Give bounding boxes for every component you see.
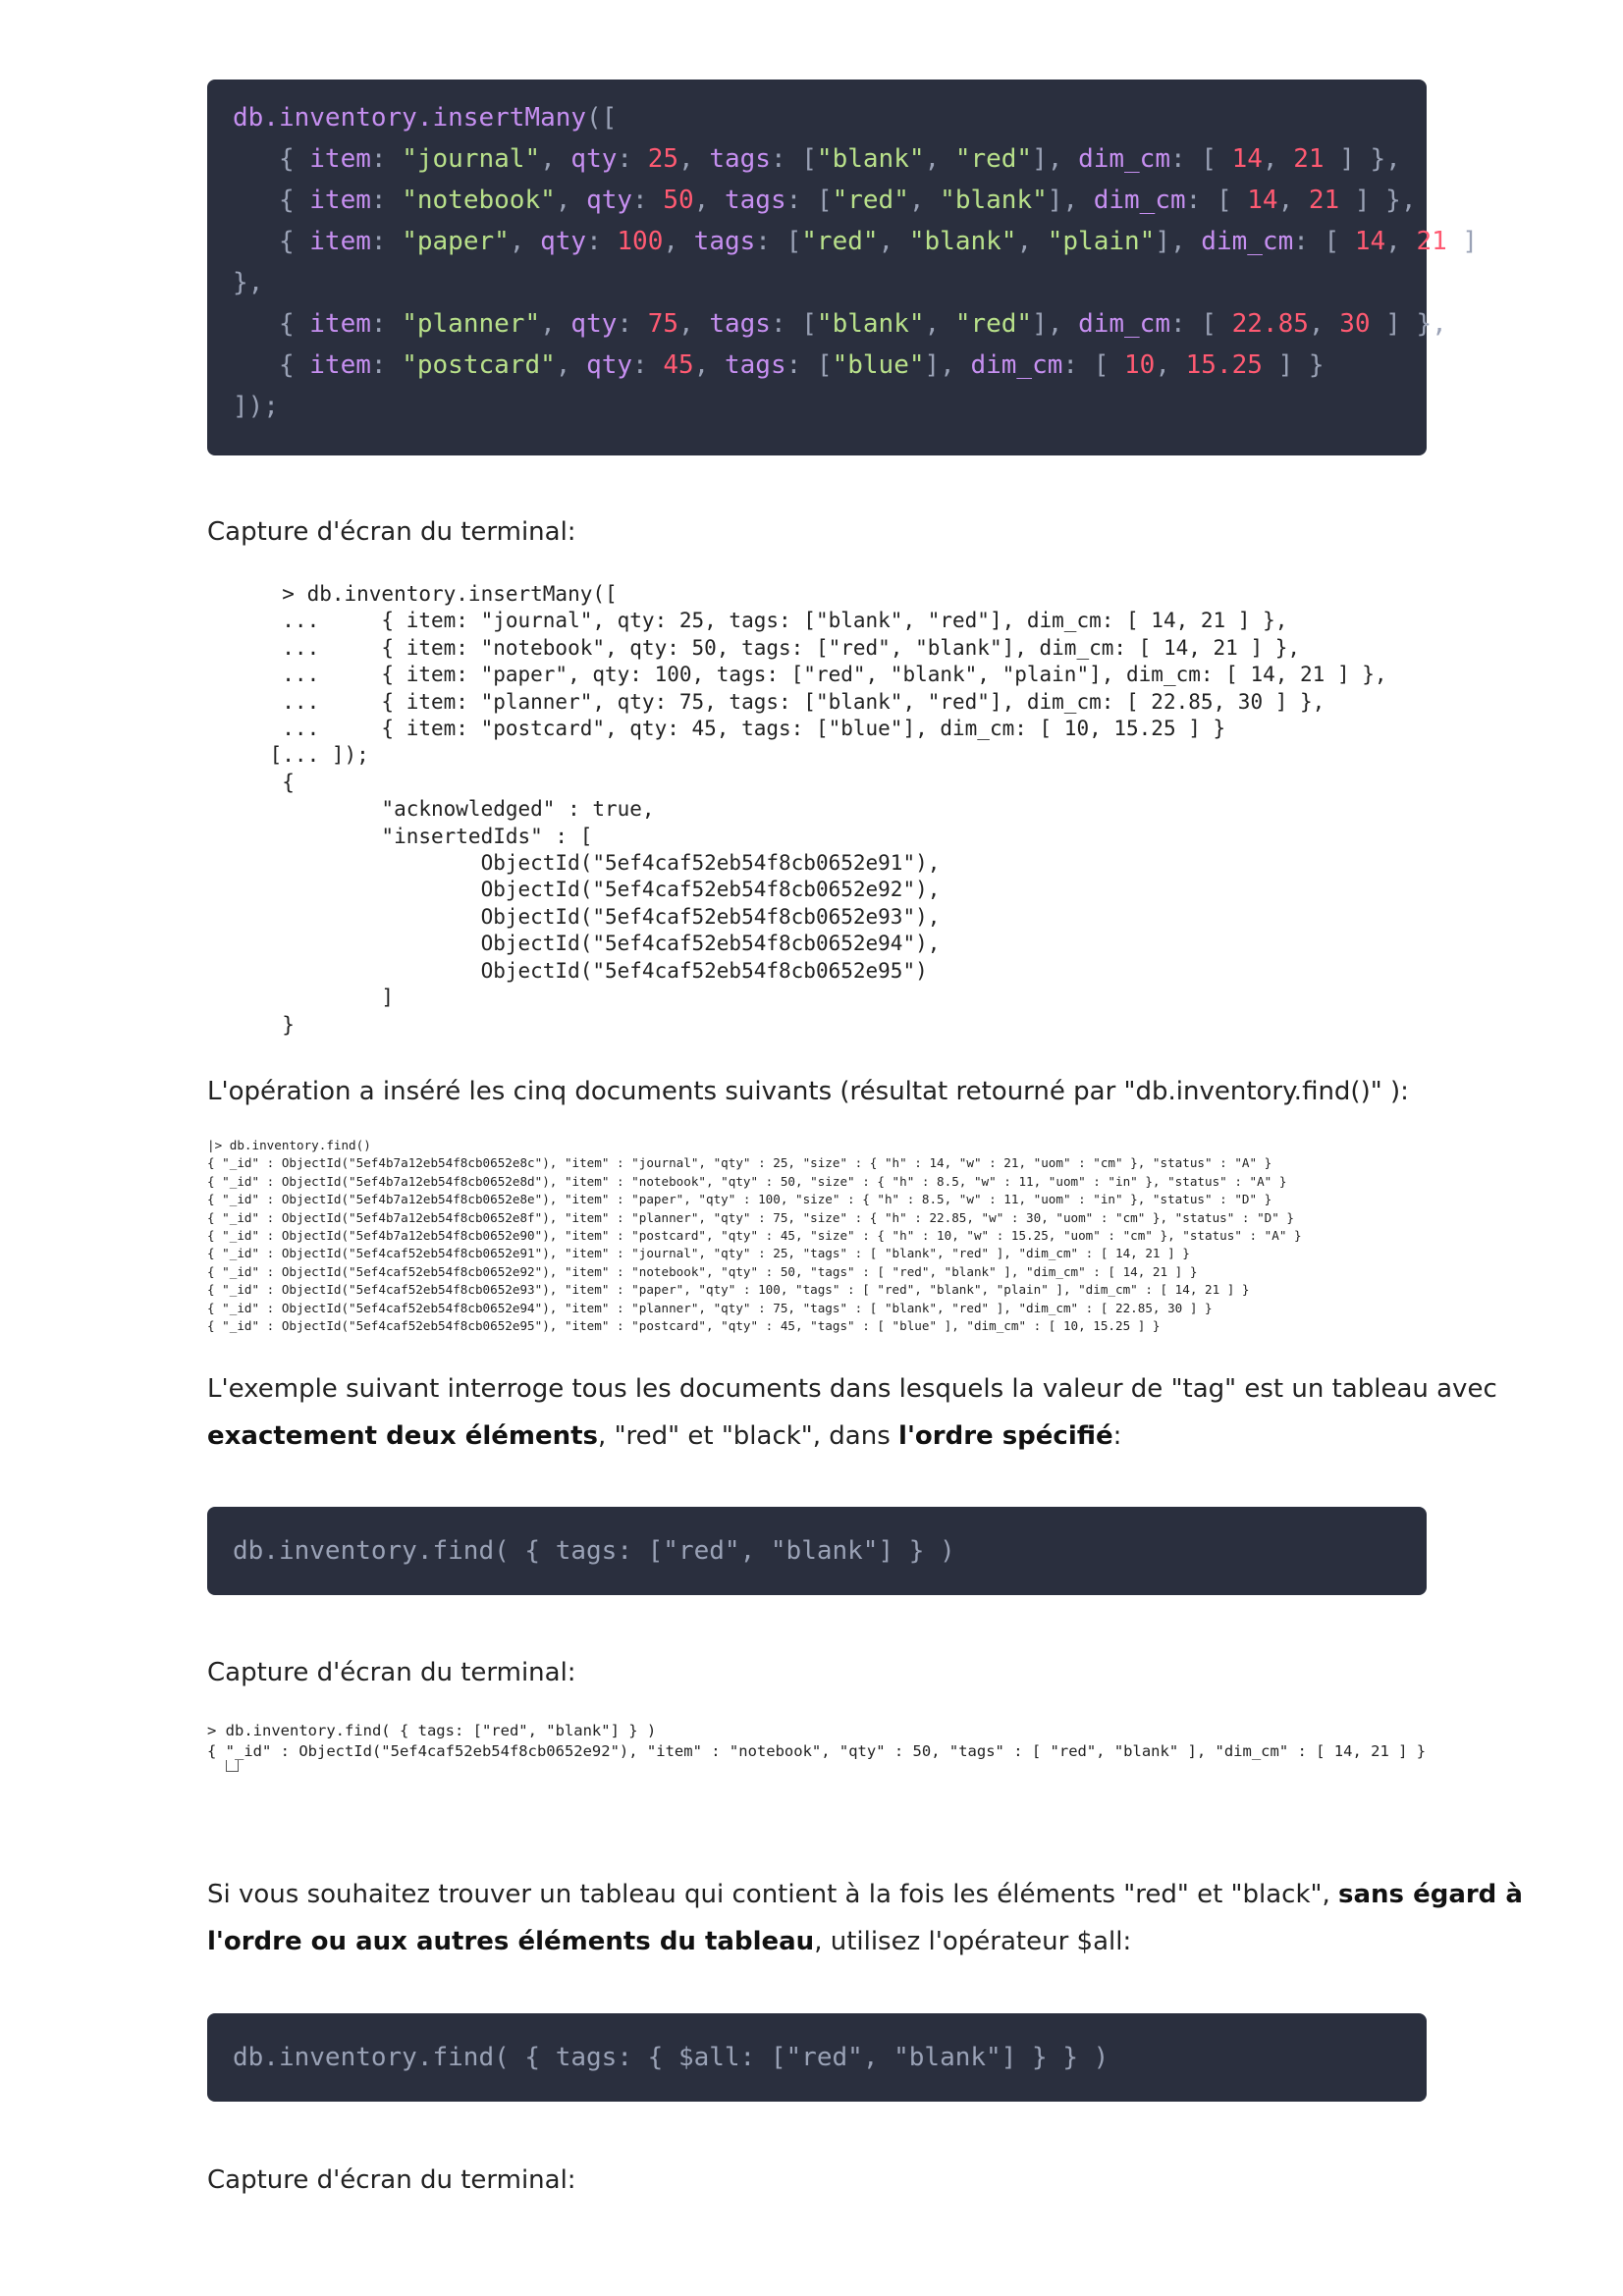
terminal-line: > db.inventory.find( { tags: ["red", "blank"] } ) [207,1722,657,1739]
terminal-line: ... { item: "planner", qty: 75, tags: ["blank", "red"], dim_cm: [ 22.85, 30 ] }, [257,689,1325,714]
paragraph-exact-line1: L'exemple suivant interroge tous les documents dans lesquels la valeur de "tag" est un tableau avec [207,1374,1497,1404]
terminal-line: { "_id" : ObjectId("5ef4caf52eb54f8cb0652e92"), "item" : "notebook", "qty" : 50, "tags" : [ "red", "blank" ], "dim_cm" : [ 14, 21 ] } [207,1742,1427,1760]
terminal-line: [... ]); [257,743,369,768]
caption-terminal-3: Capture d'écran du terminal: [207,2165,576,2195]
terminal-line: { "_id" : ObjectId("5ef4b7a12eb54f8cb0652e8d"), "item" : "notebook", "qty" : 50, "size" : { "h" : 8.5, "w" : 11, "uom" : "in" }, "status" : "A" } [207,1173,1287,1189]
terminal-line: { "_id" : ObjectId("5ef4b7a12eb54f8cb0652e8f"), "item" : "planner", "qty" : 75, "size" : { "h" : 22.85, "w" : 30, "uom" : "cm" }, "status" : "D" } [207,1209,1294,1225]
terminal-screenshot-insertmany [257,581,1387,1039]
caption-terminal-1: Capture d'écran du terminal: [207,517,576,547]
paragraph-inserted-documents: L'opération a inséré les cinq documents suivants (résultat retourné par "db.inventory.find()" ): [207,1077,1409,1106]
terminal-line: { "_id" : ObjectId("5ef4caf52eb54f8cb0652e91"), "item" : "journal", "qty" : 25, "tags" : [ "blank", "red" ], "dim_cm" : [ 14, 21 ] } [207,1246,1190,1261]
code-line: { item: "planner", qty: 75, tags: ["blank", "red"], dim_cm: [ 22.85, 30 ] }, [233,309,1447,339]
paragraph-exact-mid: , "red" et "black", dans [598,1421,899,1451]
code-line: { item: "paper", qty: 100, tags: ["red", "blank", "plain"], dim_cm: [ 14, 21 ] [233,227,1479,256]
code-line: { item: "journal", qty: 25, tags: ["blank", "red"], dim_cm: [ 14, 21 ] }, [233,144,1401,174]
terminal-line: ObjectId("5ef4caf52eb54f8cb0652e95") [257,958,928,983]
paragraph-exact-bold1: exactement deux éléments [207,1421,599,1451]
terminal-cursor [226,1760,239,1772]
terminal-line: ObjectId("5ef4caf52eb54f8cb0652e94"), [257,932,941,956]
terminal-screenshot-find-all [207,1137,1302,1335]
terminal-line: } [257,1012,295,1037]
terminal-line: { [257,770,295,794]
caption-terminal-2: Capture d'écran du terminal: [207,1658,576,1687]
terminal-line: ... { item: "postcard", qty: 45, tags: ["blue"], dim_cm: [ 10, 15.25 ] } [257,717,1226,741]
code-line: db.inventory.find( { tags: ["red", "blank"] } ) [233,1536,955,1566]
terminal-line: ... { item: "notebook", qty: 50, tags: ["red", "blank"], dim_cm: [ 14, 21 ] }, [257,635,1301,660]
code-block-find-all-operator [207,2013,1427,2102]
code-block-insertmany [207,80,1479,455]
terminal-line: "acknowledged" : true, [257,797,655,822]
code-line: db.inventory.find( { tags: { $all: ["red", "blank"] } } ) [233,2043,1109,2072]
terminal-screenshot-find-exact [207,1721,1426,1762]
code-line: { item: "notebook", qty: 50, tags: ["red", "blank"], dim_cm: [ 14, 21 ] }, [233,186,1417,215]
paragraph-exact-bold2: l'ordre spécifié [898,1421,1113,1451]
paragraph-exact-match [207,1365,1497,1460]
terminal-line: { "_id" : ObjectId("5ef4b7a12eb54f8cb0652e8c"), "item" : "journal", "qty" : 25, "size" : { "h" : 14, "w" : 21, "uom" : "cm" }, "status" : "A" } [207,1155,1272,1171]
terminal-line: ObjectId("5ef4caf52eb54f8cb0652e93"), [257,904,941,929]
paragraph-all-bold1: sans égard à [1338,1880,1523,1909]
terminal-line: { "_id" : ObjectId("5ef4caf52eb54f8cb0652e95"), "item" : "postcard", "qty" : 45, "tags" : [ "blue" ], "dim_cm" : [ 10, 15.25 ] } [207,1318,1161,1334]
code-block-find-exact [207,1507,1427,1595]
terminal-line: { "_id" : ObjectId("5ef4caf52eb54f8cb0652e93"), "item" : "paper", "qty" : 100, "tags" : [ "red", "blank", "plain" ], "dim_cm" : [ 14, 21 ] } [207,1282,1250,1298]
paragraph-all-text1: Si vous souhaitez trouver un tableau qui contient à la fois les éléments "red" et "black", [207,1880,1339,1909]
paragraph-all-operator [207,1871,1523,1965]
paragraph-all-text2: , utilisez l'opérateur $all: [814,1927,1132,1956]
code-line: { item: "postcard", qty: 45, tags: ["blue"], dim_cm: [ 10, 15.25 ] } [233,350,1325,380]
terminal-line: ObjectId("5ef4caf52eb54f8cb0652e92"), [257,878,941,902]
code-line: ]); [233,392,279,421]
terminal-line: ObjectId("5ef4caf52eb54f8cb0652e91"), [257,851,941,876]
paragraph-exact-end: : [1112,1421,1122,1451]
terminal-line: ... { item: "paper", qty: 100, tags: ["red", "blank", "plain"], dim_cm: [ 14, 21 ] }, [257,663,1387,687]
terminal-line: > db.inventory.insertMany([ [257,582,618,606]
terminal-line: ... { item: "journal", qty: 25, tags: ["blank", "red"], dim_cm: [ 14, 21 ] }, [257,609,1288,633]
terminal-line: { "_id" : ObjectId("5ef4b7a12eb54f8cb0652e90"), "item" : "postcard", "qty" : 45, "size" : { "h" : 10, "w" : 15.25, "uom" : "cm" }, "status" : "A" } [207,1228,1302,1244]
terminal-line: { "_id" : ObjectId("5ef4caf52eb54f8cb0652e94"), "item" : "planner", "qty" : 75, "tags" : [ "blank", "red" ], "dim_cm" : [ 22.85, 30 ] } [207,1300,1213,1315]
code-line: db.inventory.insertMany([ [233,103,618,133]
terminal-line: ] [257,986,395,1010]
terminal-line: { "_id" : ObjectId("5ef4caf52eb54f8cb0652e92"), "item" : "notebook", "qty" : 50, "tags" : [ "red", "blank" ], "dim_cm" : [ 14, 21 ] } [207,1263,1198,1279]
terminal-line: |> db.inventory.find() [207,1138,371,1152]
code-line: }, [233,268,264,297]
paragraph-all-bold2: l'ordre ou aux autres éléments du tableau [207,1927,815,1956]
terminal-line: "insertedIds" : [ [257,824,593,848]
terminal-line: { "_id" : ObjectId("5ef4b7a12eb54f8cb0652e8e"), "item" : "paper", "qty" : 100, "size" : { "h" : 8.5, "w" : 11, "uom" : "in" }, "status" : "D" } [207,1192,1272,1207]
